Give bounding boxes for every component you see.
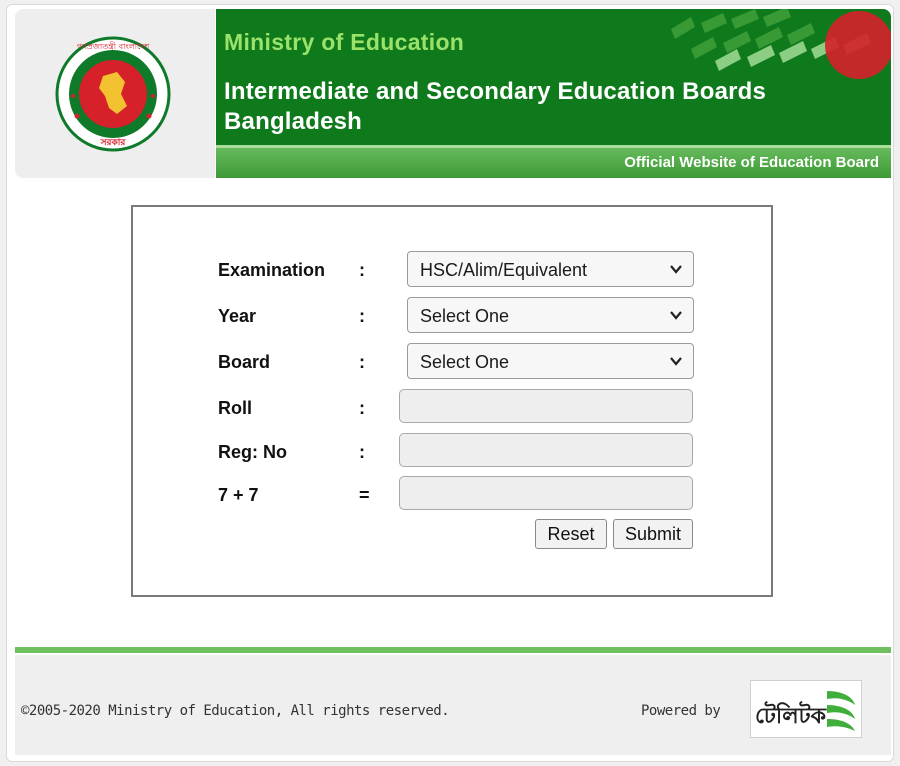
teletalk-logo[interactable] bbox=[750, 680, 862, 738]
roll-label: Roll bbox=[218, 398, 252, 418]
submit-button[interactable]: Submit bbox=[613, 519, 693, 549]
captcha-row bbox=[133, 476, 771, 512]
site-header bbox=[15, 9, 891, 178]
title-banner bbox=[216, 9, 891, 145]
official-website-text: Official Website of Education Board bbox=[624, 154, 879, 171]
captcha-equals: = bbox=[359, 485, 370, 505]
year-colon: : bbox=[359, 306, 365, 326]
copyright-text: ©2005-2020 Ministry of Education, All rights reserved. bbox=[21, 703, 450, 719]
result-form bbox=[131, 205, 773, 597]
powered-by-text: Powered by bbox=[641, 703, 721, 719]
chevron-down-icon bbox=[669, 262, 683, 276]
roll-input[interactable] bbox=[399, 389, 693, 423]
footer-divider bbox=[15, 647, 891, 653]
chevron-down-icon bbox=[669, 354, 683, 368]
reg-no-colon: : bbox=[359, 442, 365, 462]
page bbox=[6, 4, 894, 762]
government-emblem-icon bbox=[55, 36, 171, 152]
examination-colon: : bbox=[359, 260, 365, 280]
roll-row bbox=[133, 389, 771, 425]
teletalk-leaf-icon bbox=[823, 687, 857, 733]
year-select-value: Select One bbox=[420, 306, 510, 326]
chevron-down-icon bbox=[669, 308, 683, 322]
teletalk-logo-text: টেলিটক bbox=[755, 703, 826, 728]
roll-colon: : bbox=[359, 398, 365, 418]
board-row bbox=[133, 343, 771, 379]
reg-no-row bbox=[133, 433, 771, 469]
reset-button[interactable]: Reset bbox=[535, 519, 607, 549]
boards-title-line2: Bangladesh bbox=[224, 108, 363, 135]
reg-no-input[interactable] bbox=[399, 433, 693, 467]
board-select[interactable] bbox=[407, 343, 694, 379]
captcha-question-label: 7 + 7 bbox=[218, 485, 259, 505]
year-select[interactable] bbox=[407, 297, 694, 333]
emblem-text-bottom: সরকার bbox=[100, 138, 126, 148]
year-label: Year bbox=[218, 306, 257, 326]
captcha-answer-input[interactable] bbox=[399, 476, 693, 510]
examination-label: Examination bbox=[218, 260, 326, 280]
site-footer bbox=[15, 655, 891, 755]
emblem-text-top: গণপ্রজাতন্ত্রী বাংলাদেশ bbox=[76, 42, 150, 51]
examination-select[interactable] bbox=[407, 251, 694, 287]
ministry-title: Ministry of Education bbox=[224, 29, 465, 55]
board-label: Board bbox=[218, 352, 271, 372]
year-row bbox=[133, 297, 771, 333]
examination-row bbox=[133, 251, 771, 287]
sub-banner bbox=[216, 145, 891, 178]
board-colon: : bbox=[359, 352, 365, 372]
logo-panel bbox=[15, 9, 215, 178]
boards-title bbox=[224, 77, 766, 137]
examination-select-value: HSC/Alim/Equivalent bbox=[420, 260, 588, 280]
boards-title-line1: Intermediate and Secondary Education Boards bbox=[224, 78, 767, 105]
board-select-value: Select One bbox=[420, 352, 510, 372]
reg-no-label: Reg: No bbox=[218, 442, 287, 462]
